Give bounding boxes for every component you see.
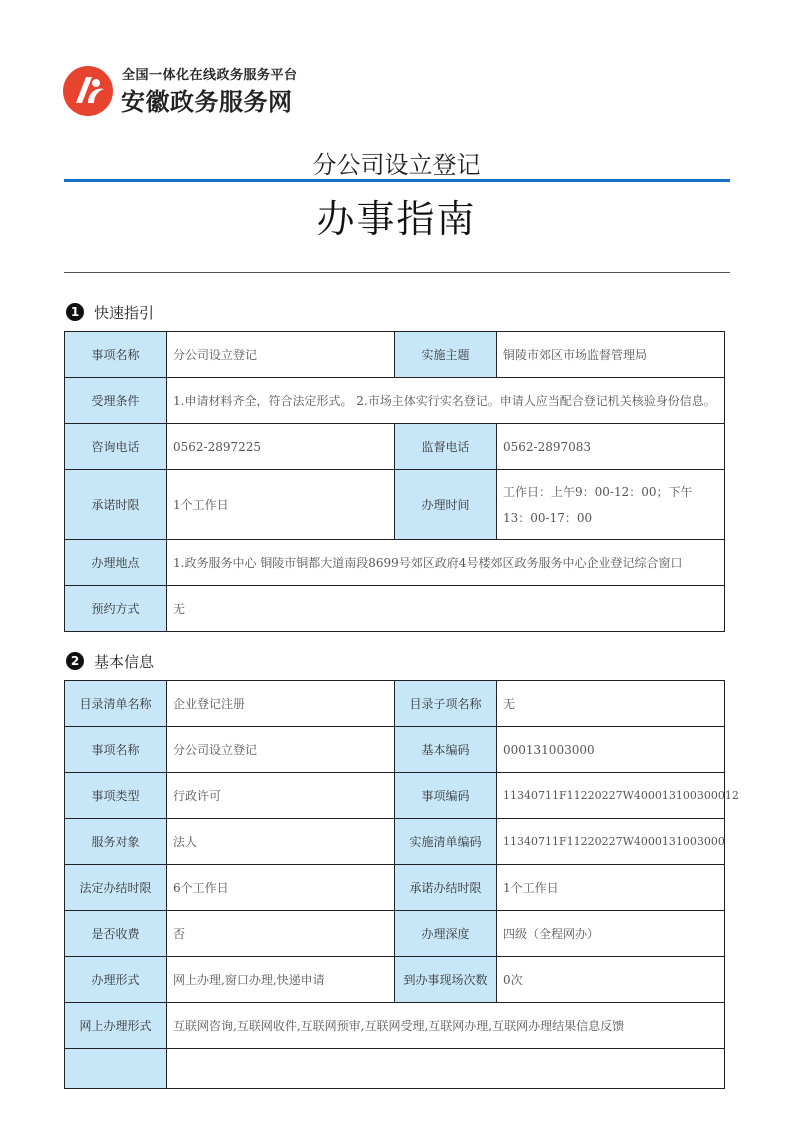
table-row <box>65 1049 725 1089</box>
value-cell: 工作日：上午9：00-12：00；下午13：00-17：00 <box>497 470 725 540</box>
section-divider <box>64 272 730 273</box>
label-cell: 目录清单名称 <box>65 681 167 727</box>
table-row <box>65 540 725 586</box>
quick-guide-table <box>64 331 725 632</box>
label-cell: 实施清单编码 <box>395 819 497 865</box>
table-row <box>65 911 725 957</box>
value-cell: 无 <box>167 586 725 632</box>
value-cell: 网上办理,窗口办理,快递申请 <box>167 957 395 1003</box>
section-number-badge: 2 <box>66 652 84 670</box>
item-subtitle: 分公司设立登记 <box>312 151 481 179</box>
label-cell: 服务对象 <box>65 819 167 865</box>
table-row <box>65 470 725 540</box>
label-cell: 承诺时限 <box>65 470 167 540</box>
value-cell: 1个工作日 <box>497 865 725 911</box>
label-cell: 办理形式 <box>65 957 167 1003</box>
value-cell <box>167 1049 725 1089</box>
section-header-quick-guide <box>66 301 154 323</box>
section-number-badge: 1 <box>66 303 84 321</box>
value-cell: 四级（全程网办） <box>497 911 725 957</box>
table-row <box>65 1003 725 1049</box>
page-title: 办事指南 <box>316 197 477 241</box>
value-cell: 铜陵市郊区市场监督管理局 <box>497 332 725 378</box>
table-row <box>65 819 725 865</box>
table-row <box>65 957 725 1003</box>
label-cell: 到办事现场次数 <box>395 957 497 1003</box>
label-cell: 事项编码 <box>395 773 497 819</box>
value-cell: 0562-2897083 <box>497 424 725 470</box>
value-cell: 1.申请材料齐全，符合法定形式。 2.市场主体实行实名登记。申请人应当配合登记机关核验身份信息。 <box>167 378 725 424</box>
label-cell: 事项名称 <box>65 727 167 773</box>
table-row <box>65 865 725 911</box>
label-cell: 网上办理形式 <box>65 1003 167 1049</box>
title-divider <box>64 179 730 182</box>
value-cell: 000131003000 <box>497 727 725 773</box>
label-cell: 承诺办结时限 <box>395 865 497 911</box>
table-row <box>65 727 725 773</box>
section-header-basic-info <box>66 650 154 672</box>
value-cell: 无 <box>497 681 725 727</box>
value-cell: 互联网咨询,互联网收件,互联网预审,互联网受理,互联网办理,互联网办理结果信息反馈 <box>167 1003 725 1049</box>
value-cell: 11340711F11220227W4000131003000 <box>497 819 725 865</box>
logo-platform-name: 全国一体化在线政务服务平台 <box>122 68 298 83</box>
section-title: 快速指引 <box>94 303 155 322</box>
table-row <box>65 378 725 424</box>
label-cell: 监督电话 <box>395 424 497 470</box>
value-cell: 企业登记注册 <box>167 681 395 727</box>
label-cell: 办理深度 <box>395 911 497 957</box>
label-cell: 办理地点 <box>65 540 167 586</box>
value-cell: 1.政务服务中心 铜陵市铜都大道南段8699号郊区政府4号楼郊区政务服务中心企业登记综合窗口 <box>167 540 725 586</box>
value-cell: 分公司设立登记 <box>167 332 395 378</box>
value-cell: 6个工作日 <box>167 865 395 911</box>
logo-icon <box>62 65 114 117</box>
label-cell: 咨询电话 <box>65 424 167 470</box>
site-logo[interactable] <box>62 62 332 118</box>
table-row <box>65 586 725 632</box>
value-cell: 分公司设立登记 <box>167 727 395 773</box>
table-row <box>65 773 725 819</box>
label-cell: 实施主题 <box>395 332 497 378</box>
label-cell: 预约方式 <box>65 586 167 632</box>
value-cell: 法人 <box>167 819 395 865</box>
section-title: 基本信息 <box>94 652 155 671</box>
label-cell: 目录子项名称 <box>395 681 497 727</box>
label-cell: 受理条件 <box>65 378 167 424</box>
value-cell: 否 <box>167 911 395 957</box>
basic-info-table <box>64 680 739 1089</box>
label-cell: 办理时间 <box>395 470 497 540</box>
label-cell: 事项名称 <box>65 332 167 378</box>
label-cell: 是否收费 <box>65 911 167 957</box>
value-cell: 11340711F11220227W400013100300012 <box>497 773 725 819</box>
table-row <box>65 424 725 470</box>
value-cell: 0562-2897225 <box>167 424 395 470</box>
label-cell <box>65 1049 167 1089</box>
logo-site-name: 安徽政务服务网 <box>121 88 293 116</box>
label-cell: 事项类型 <box>65 773 167 819</box>
table-row <box>65 681 725 727</box>
table-row <box>65 332 725 378</box>
value-cell: 0次 <box>497 957 725 1003</box>
label-cell: 法定办结时限 <box>65 865 167 911</box>
value-cell: 行政许可 <box>167 773 395 819</box>
value-cell: 1个工作日 <box>167 470 395 540</box>
label-cell: 基本编码 <box>395 727 497 773</box>
